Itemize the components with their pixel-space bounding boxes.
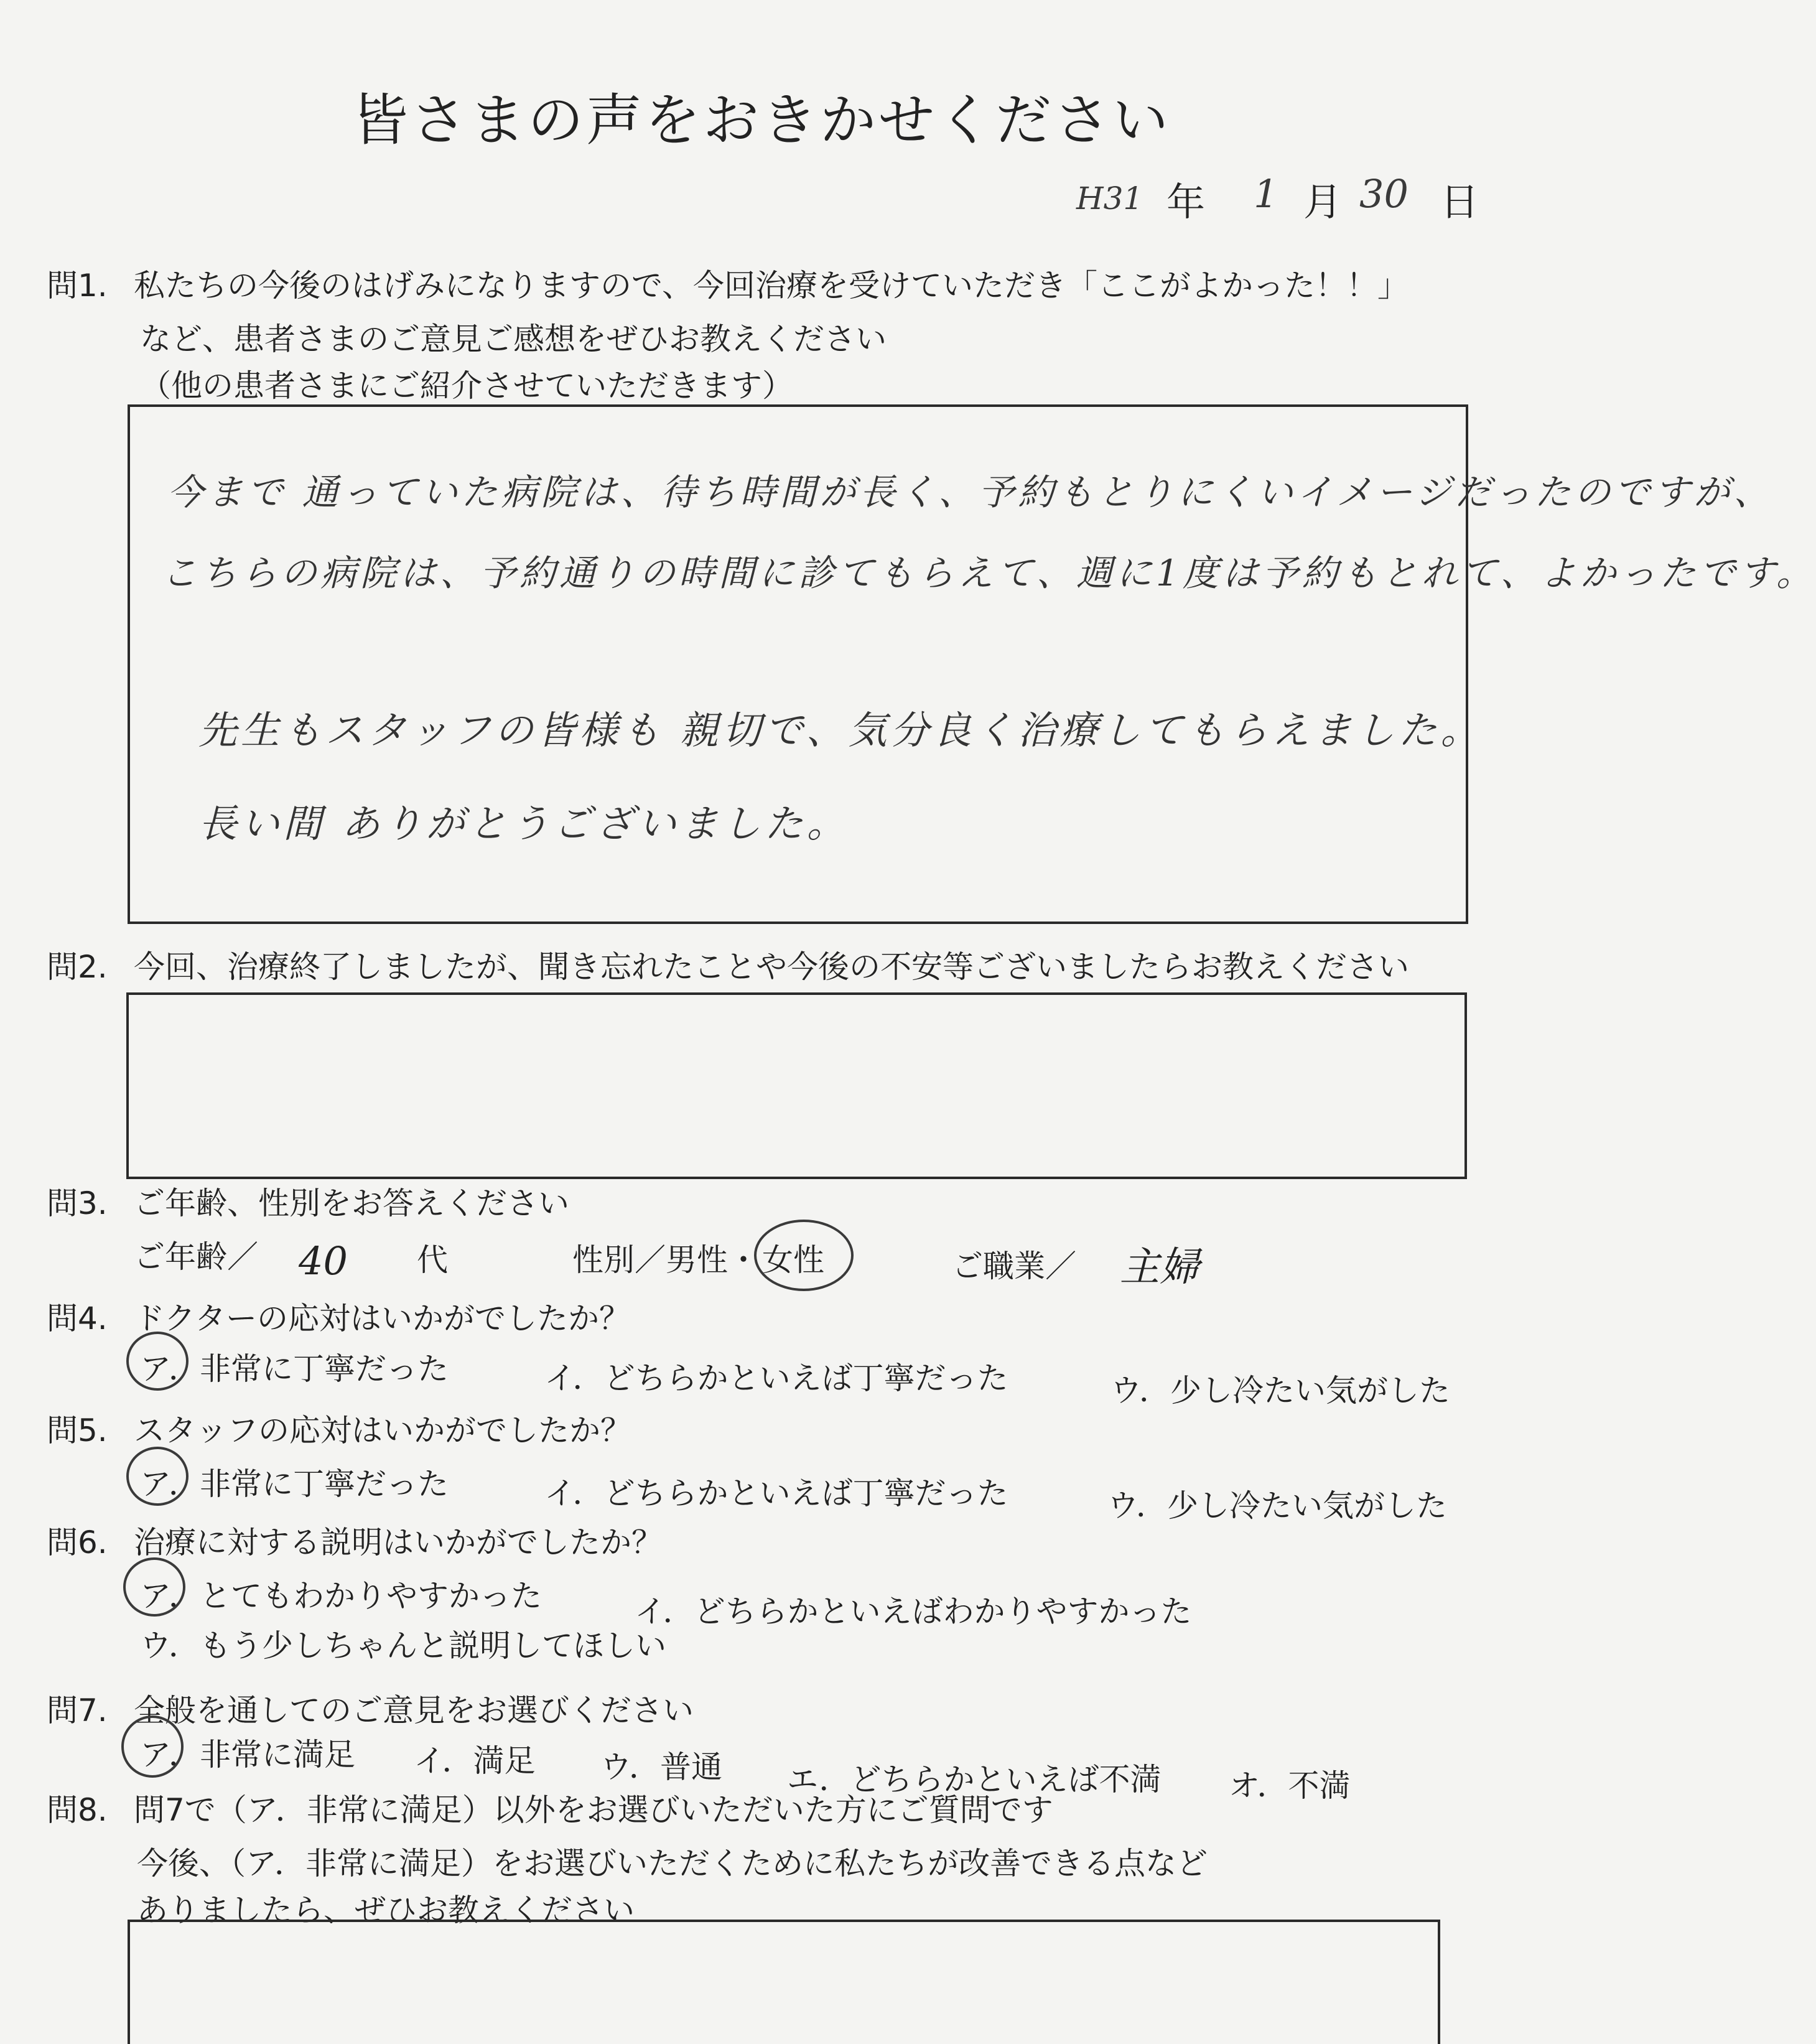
q1-heading	[47, 261, 1409, 310]
q5-option-a[interactable]: ア．非常に丁寧だった	[140, 1466, 449, 1502]
date-era-year: H31	[1076, 180, 1143, 217]
q8-heading	[47, 1786, 1053, 1834]
q7-number: 問7.	[47, 1692, 108, 1729]
q6-option-i[interactable]: イ．どちらかといえばわかりやすかった	[635, 1594, 1192, 1630]
page-title: 皆さまの声をおきかせください	[352, 88, 1171, 153]
selection-circle	[126, 1332, 189, 1391]
selection-circle	[126, 1447, 189, 1506]
q3-age-suffix: 代	[417, 1242, 448, 1278]
q3-number: 問3.	[47, 1185, 108, 1221]
q5-option-u[interactable]: ウ．少し冷たい気がした	[1107, 1488, 1447, 1524]
q5-option-i[interactable]: イ．どちらかといえば丁寧だった	[544, 1475, 1008, 1511]
q6-option-u[interactable]: ウ．もう少しちゃんと説明してほしい	[140, 1628, 666, 1664]
q3-text: ご年齢、性別をお答えください	[134, 1185, 569, 1221]
q2-heading	[47, 943, 1409, 991]
q8-text-line3: ありましたら、ぜひお教えください	[137, 1892, 635, 1928]
q3-heading	[47, 1179, 569, 1228]
date-month: 1	[1254, 171, 1278, 217]
q1-text-line1: 私たちの今後のはげみになりますので、今回治療を受けていただき「ここがよかった！！」	[134, 268, 1409, 304]
q3-gender-label: 性別／男性・	[572, 1242, 759, 1278]
q5-text: スタッフの応対はいかがでしたか？	[134, 1412, 631, 1449]
q1-number: 問1.	[47, 268, 108, 304]
selection-circle	[123, 1557, 185, 1617]
q2-text: 今回、治療終了しましたが、聞き忘れたことや今後の不安等ございましたらお教えください	[134, 949, 1409, 985]
q3-age-label: ご年齢／	[134, 1239, 258, 1275]
q1-text-line2: など、患者さまのご意見ご感想をぜひお教えください	[140, 321, 887, 357]
date-day: 30	[1359, 171, 1409, 217]
q5-number: 問5.	[47, 1412, 108, 1449]
q5-heading	[47, 1406, 631, 1455]
q6-heading	[47, 1518, 663, 1567]
q6-number: 問6.	[47, 1524, 108, 1561]
q7-option-u[interactable]: ウ．普通	[600, 1749, 722, 1785]
q7-option-e[interactable]: エ．どちらかといえば不満	[787, 1762, 1162, 1798]
q4-option-a[interactable]: ア．非常に丁寧だった	[140, 1351, 449, 1387]
q7-text: 全般を通してのご意見をお選びください	[134, 1692, 694, 1729]
q2-number: 問2.	[47, 949, 108, 985]
q1-text-line3: （他の患者さまにご紹介させていただきます）	[140, 368, 793, 404]
q3-job-label: ご職業／	[952, 1248, 1076, 1284]
q4-text: ドクターの応対はいかがでしたか？	[134, 1300, 630, 1337]
q1-answer-line: こちらの病院は、予約通りの時間に診てもらえて、週に1度は予約もとれて、よかったです。	[161, 552, 1816, 594]
q7-option-a[interactable]: ア．非常に満足	[140, 1737, 355, 1773]
q8-answer-box[interactable]	[128, 1920, 1440, 2044]
q4-option-i[interactable]: イ．どちらかといえば丁寧だった	[544, 1360, 1008, 1396]
date-year-label: 年	[1166, 179, 1206, 225]
q1-answer-line: 今まで 通っていた病院は、待ち時間が長く、予約もとりにくいイメージだったのですが、	[167, 471, 1774, 513]
q1-answer-box[interactable]	[128, 404, 1816, 924]
date-month-label: 月	[1303, 179, 1343, 225]
selection-circle	[754, 1220, 854, 1291]
q3-gender-selected[interactable]: 女性	[762, 1242, 824, 1278]
selection-circle	[121, 1715, 184, 1778]
q2-answer-box[interactable]	[126, 992, 1467, 1179]
q4-option-u[interactable]: ウ．少し冷たい気がした	[1111, 1373, 1450, 1409]
q6-option-a[interactable]: ア．とてもわかりやすかった	[140, 1578, 542, 1614]
q1-answer-line: 長い間 ありがとうございました。	[198, 801, 849, 846]
q8-text-line2: 今後、（ア．非常に満足）をお選びいただくために私たちが改善できる点など	[137, 1846, 1208, 1882]
q3-job-value[interactable]: 主婦	[1120, 1244, 1199, 1290]
q4-number: 問4.	[47, 1300, 108, 1337]
q4-heading	[47, 1294, 630, 1343]
date-day-label: 日	[1440, 179, 1479, 225]
q3-age-value[interactable]: 40	[299, 1238, 348, 1284]
q6-text: 治療に対する説明はいかがでしたか？	[134, 1524, 663, 1561]
q7-option-i[interactable]: イ．満足	[414, 1743, 536, 1779]
q1-answer-line: 先生もスタッフの皆様も 親切で、気分良く治療してもらえました。	[198, 707, 1483, 753]
q8-number: 問8.	[47, 1792, 108, 1828]
q7-option-o[interactable]: オ．不満	[1229, 1768, 1351, 1804]
q8-text-line1: 問7で（ア．非常に満足）以外をお選びいただいた方にご質問です	[134, 1792, 1053, 1828]
